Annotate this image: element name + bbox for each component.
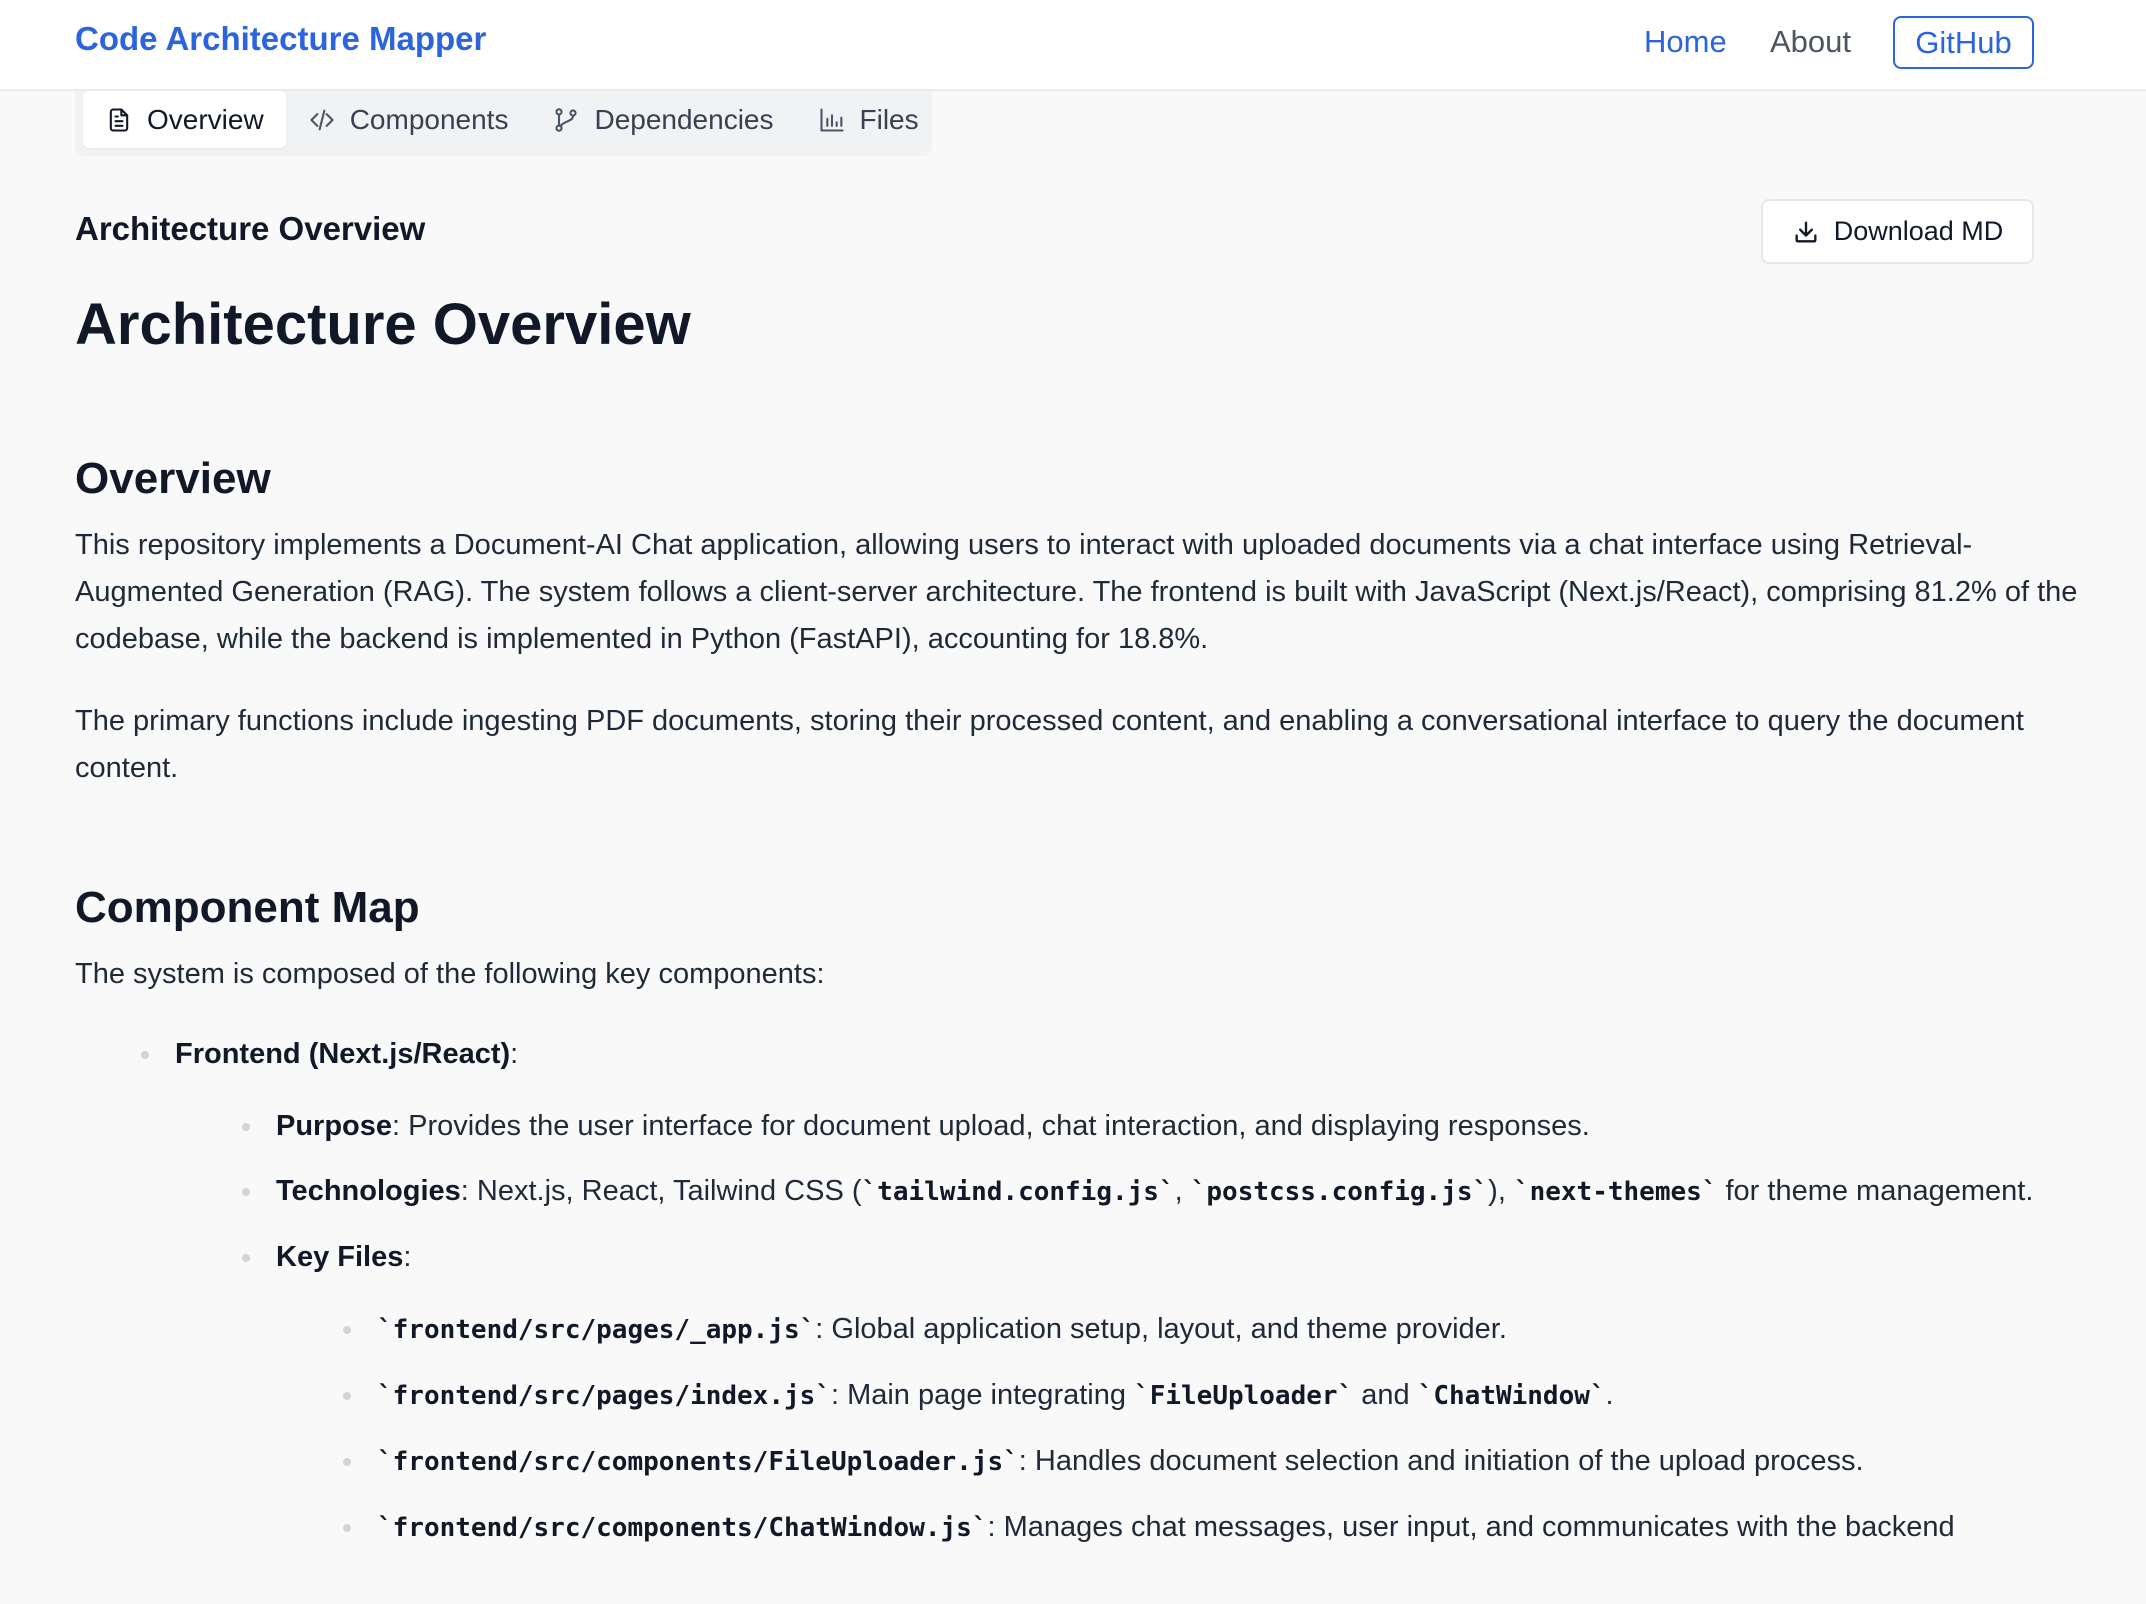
markdown-content (75, 285, 2085, 1569)
key-files-suffix: : (403, 1241, 412, 1273)
file-description: : Manages chat messages, user input, and communicates with the backend (987, 1511, 1955, 1543)
component-list (175, 1030, 2085, 1553)
tech-text-4: for theme management. (1717, 1175, 2034, 1207)
tab-dependencies-label: Dependencies (594, 103, 774, 135)
brand-logo[interactable]: Code Architecture Mapper (75, 20, 487, 57)
tab-components-label: Components (349, 103, 509, 135)
file-path: `frontend/src/pages/_app.js` (377, 1315, 816, 1345)
file-description-and: and (1353, 1379, 1418, 1411)
tab-files-label: Files (859, 103, 919, 135)
tab-overview-label: Overview (147, 103, 264, 135)
tab-dependencies[interactable] (530, 91, 795, 148)
tech-text-3: ), (1488, 1175, 1514, 1207)
file-path: `frontend/src/components/ChatWindow.js` (377, 1513, 988, 1543)
component-map-heading: Component Map (75, 883, 420, 932)
tech-text-1: : Next.js, React, Tailwind CSS ( (460, 1175, 862, 1207)
file-description-end: . (1605, 1379, 1614, 1411)
list-item-technologies (276, 1167, 2085, 1217)
overview-paragraph-2: The primary functions include ingesting PDF documents, storing their processed content, and enabling a conversational interface to query the document content. (75, 705, 2024, 784)
nav-home-link[interactable]: Home (1644, 24, 1727, 59)
overview-paragraph-1: This repository implements a Document-AI Chat application, allowing users to interact with uploaded documents via a chat interface using Retrieval-Augmented Generation (RAG). The system follows a client-server architecture. The frontend is built with JavaScript (Next.js/React), comprising 81.2% of the codebase, while the backend is implemented in Python (FastAPI), accounting for 18.8%. (75, 529, 2078, 655)
tab-bar (75, 91, 932, 156)
list-item-file (377, 1437, 2085, 1487)
code-icon (308, 106, 336, 134)
overview-heading: Overview (75, 454, 271, 503)
file-description: : Handles document selection and initiation of the upload process. (1018, 1445, 1864, 1477)
list-item-key-files (276, 1233, 2085, 1553)
file-path: `frontend/src/components/FileUploader.js` (377, 1447, 1019, 1477)
tab-overview[interactable] (83, 91, 286, 148)
frontend-details (276, 1102, 2085, 1553)
github-button[interactable]: GitHub (1893, 16, 2034, 69)
git-branch-icon (552, 106, 580, 134)
download-md-button[interactable] (1761, 199, 2034, 264)
top-navbar (0, 0, 2146, 91)
technologies-label: Technologies (276, 1175, 461, 1207)
list-item-purpose (276, 1102, 2085, 1151)
purpose-text: : Provides the user interface for document upload, chat interaction, and displaying responses. (392, 1110, 1590, 1142)
list-item-file (377, 1305, 2085, 1355)
frontend-label: Frontend (Next.js/React) (175, 1038, 511, 1070)
tech-code-postcss: `postcss.config.js` (1190, 1177, 1489, 1207)
list-item-file (377, 1503, 2085, 1553)
tab-components[interactable] (286, 91, 531, 148)
download-md-label: Download MD (1833, 216, 2004, 246)
purpose-label: Purpose (276, 1110, 393, 1142)
key-files-list (377, 1305, 2085, 1553)
code-file-uploader: `FileUploader` (1134, 1381, 1354, 1411)
file-description: : Global application setup, layout, and theme provider. (815, 1313, 1507, 1345)
tab-files[interactable] (796, 91, 941, 148)
frontend-label-suffix: : (510, 1038, 519, 1070)
list-item-frontend (175, 1030, 2085, 1553)
file-description: : Main page integrating (830, 1379, 1135, 1411)
tech-code-next-themes: `next-themes` (1513, 1177, 1718, 1207)
download-icon (1792, 218, 1820, 246)
list-item-file (377, 1371, 2085, 1421)
tech-text-2: , (1174, 1175, 1191, 1207)
nav-about-link[interactable]: About (1770, 24, 1852, 59)
component-map-intro: The system is composed of the following key components: (75, 958, 825, 990)
code-chat-window: `ChatWindow` (1417, 1381, 1606, 1411)
key-files-label: Key Files (276, 1241, 404, 1273)
page-title: Architecture Overview (75, 292, 691, 357)
document-icon (105, 106, 133, 134)
bar-chart-icon (818, 106, 846, 134)
file-path: `frontend/src/pages/index.js` (377, 1381, 831, 1411)
tech-code-tailwind: `tailwind.config.js` (861, 1177, 1175, 1207)
section-heading: Architecture Overview (75, 210, 426, 247)
